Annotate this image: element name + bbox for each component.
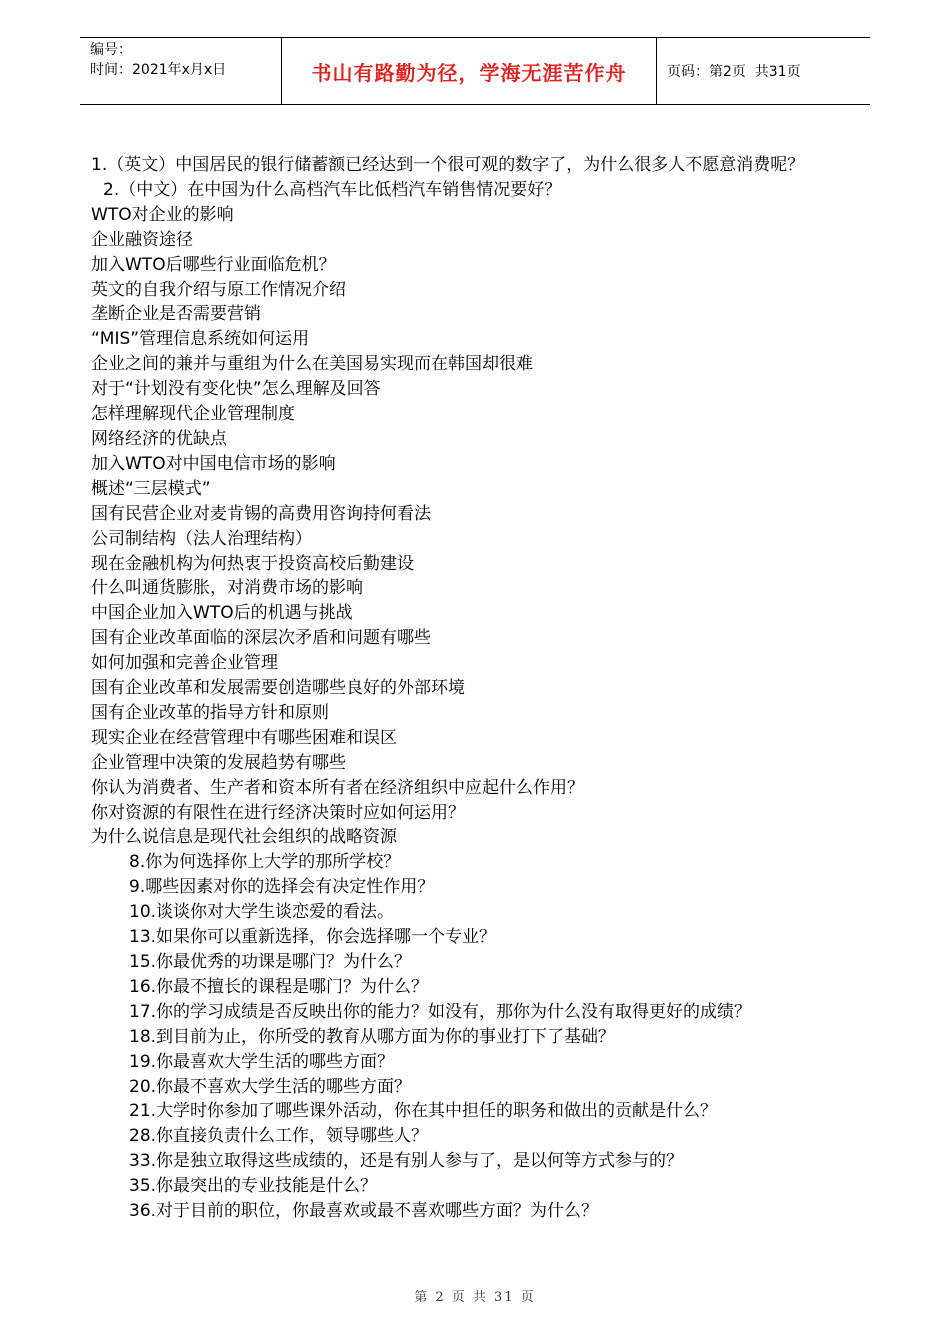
question-line: 如何加强和完善企业管理 — [91, 653, 278, 674]
question-line: “MIS”管理信息系统如何运用 — [91, 329, 310, 350]
page-header — [80, 37, 870, 105]
question-line: 现在金融机构为何热衷于投资高校后勤建设 — [91, 553, 414, 574]
header-meta — [90, 40, 280, 80]
question-line: 为什么说信息是现代社会组织的战略资源 — [91, 827, 397, 848]
question-line: 2.（中文）在中国为什么高档汽车比低档汽车销售情况要好？ — [103, 179, 562, 200]
question-line: 加入WTO后哪些行业面临危机？ — [91, 254, 336, 275]
question-line: 36.对于目前的职位，你最喜欢或最不喜欢哪些方面？为什么？ — [129, 1201, 599, 1222]
question-line: 网络经济的优缺点 — [91, 428, 227, 449]
question-line: 垄断企业是否需要营销 — [91, 304, 261, 325]
question-line: 英文的自我介绍与原工作情况介绍 — [91, 279, 346, 300]
question-line: 9.哪些因素对你的选择会有决定性作用？ — [129, 877, 435, 898]
question-line: 怎样理解现代企业管理制度 — [91, 404, 295, 425]
header-time-label: 时间：2021年x月x日 — [90, 62, 227, 78]
question-line: 公司制结构（法人治理结构） — [91, 528, 312, 549]
question-line: 国有企业改革面临的深层次矛盾和问题有哪些 — [91, 628, 431, 649]
question-line: 加入WTO对中国电信市场的影响 — [91, 453, 336, 474]
question-line: 13.如果你可以重新选择，你会选择哪一个专业？ — [129, 927, 497, 948]
page-footer: 第 2 页 共 31 页 — [414, 1290, 536, 1305]
header-page-info: 页码：第2页 共31页 — [667, 64, 801, 80]
question-line: 8.你为何选择你上大学的那所学校？ — [129, 852, 401, 873]
question-line: 20.你最不喜欢大学生活的哪些方面？ — [129, 1076, 412, 1097]
header-motto: 书山有路勤为径，学海无涯苦作舟 — [311, 60, 627, 85]
question-line: 15.你最优秀的功课是哪门？为什么？ — [129, 952, 412, 972]
question-line: 16.你最不擅长的课程是哪门？为什么？ — [129, 976, 429, 997]
question-line: 企业之间的兼并与重组为什么在美国易实现而在韩国却很难 — [91, 354, 533, 375]
question-line: 35.你最突出的专业技能是什么？ — [129, 1176, 378, 1197]
document-body — [91, 153, 861, 1224]
question-line: 33.你是独立取得这些成绩的，还是有别人参与了，是以何等方式参与的？ — [129, 1151, 684, 1172]
question-line: 概述“三层模式” — [91, 478, 211, 499]
question-line: 国有民营企业对麦肯锡的高费用咨询持何看法 — [91, 503, 431, 524]
question-line: 19.你最喜欢大学生活的哪些方面？ — [129, 1051, 395, 1072]
question-line: 国有企业改革的指导方针和原则 — [91, 702, 329, 723]
question-line: 18.到目前为止，你所受的教育从哪方面为你的事业打下了基础？ — [129, 1026, 616, 1047]
question-line: 国有企业改革和发展需要创造哪些良好的外部环境 — [91, 678, 465, 699]
question-line: 对于“计划没有变化快”怎么理解及回答 — [91, 379, 381, 400]
question-line: 现实企业在经营管理中有哪些困难和误区 — [91, 727, 397, 748]
question-line: 10.谈谈你对大学生谈恋爱的看法。 — [129, 902, 395, 923]
question-line: 28.你直接负责什么工作，领导哪些人？ — [129, 1126, 429, 1147]
question-line: 中国企业加入WTO后的机遇与挑战 — [91, 603, 353, 624]
question-line: 你认为消费者、生产者和资本所有者在经济组织中应起什么作用？ — [91, 777, 584, 798]
question-line: 企业融资途径 — [91, 229, 193, 250]
question-line: 企业管理中决策的发展趋势有哪些 — [91, 752, 346, 773]
question-line: 你对资源的有限性在进行经济决策时应如何运用？ — [91, 802, 465, 823]
question-line: 21.大学时你参加了哪些课外活动，你在其中担任的职务和做出的贡献是什么？ — [129, 1101, 718, 1122]
header-number-label: 编号： — [90, 42, 132, 58]
question-line: WTO对企业的影响 — [91, 204, 234, 225]
question-line: 什么叫通货膨胀，对消费市场的影响 — [91, 578, 363, 599]
question-line: 1.（英文）中国居民的银行储蓄额已经达到一个很可观的数字了，为什么很多人不愿意消费呢？ — [91, 155, 805, 175]
question-line: 17.你的学习成绩是否反映出你的能力？如没有，那你为什么没有取得更好的成绩？ — [129, 1001, 752, 1022]
